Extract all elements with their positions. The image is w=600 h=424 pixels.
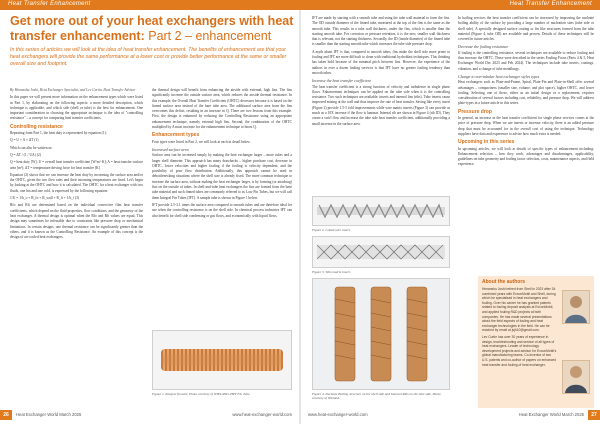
col1-paragraph-3: Which can also be written as: [10,145,53,150]
page-gutter [299,0,301,424]
footer-right [300,410,600,422]
author-bio-1: Himanshu Joshi retired from Shell in 2023 after 34 combined years with ExxonMobil and Shell, during which he specialised in heat exchangers and fouling. Over his career he has granted patents related to fouling deposit analysis at ExxonMobil, and applied fouling R&D projects at both companies. He has made several presentations about the field aspects of fouling and heat exchanger technologies in the field. He can be reached by email at jsjh10@gmail.com. [482,287,556,333]
footer-left-publication: Heat Exchanger World March 2025 [16,412,82,417]
author-photo-2 [562,360,590,394]
section-label-left: Heat Transfer Enhancement [8,1,91,7]
subheading-increased-surface-area: Increased surface area [152,146,189,152]
col2-paragraph-3: Surface area can be increased simply by making the heat exchanger larger – more tubes and a larger shell diameter. This approach has many drawbacks – higher purchase cost, decrease in OHTC, lower velocities and higher fouling if the fouling is velocity dependent, and the possibility of poor flow distribution. Additionally, this approach cannot be used in debottlenecking situations where the shell size is already fixed. The more common technique to increase the surface area, without making the heat exchanger larger, is by forming (or attaching) fins on the outside of tubes. In shell-and-tube heat exchangers the fins are formed from the base tube material and such finned tubes are commonly referred to as Low Fin Tubes, but we will call them Integral Fin Tubes (IFT). A sample tube is shown in Figure 1 below. [152,153,292,200]
subheading-increase-htc: Increase the heat transfer coefficient [312,78,371,84]
subheading-non-tubular: Change to non-tubular heat exchanger styles types [458,73,540,79]
section-band-right [300,0,600,10]
footer-left-url[interactable]: www.heat-exchanger-world.com [232,412,292,417]
col2-paragraph-4: IFT provide 2.5-3.1 times the surface area compared to smooth tubes and are therefore ideal for use when the controlling resistance is on the shell side. In chemical process industries IFT can also benefit for shell side condensing or gas flows, and economically with liquid flows. [152,202,292,218]
footer-left [0,410,300,422]
subheading-decrease-fouling: Decrease the fouling resistance [458,44,509,50]
figure-2-caption: Figure 2. Coiled wire insert. [312,228,351,232]
article-title [10,14,295,44]
col1-paragraph-6: Rfo and Rfi are determined based on the individual convective film heat transfer coefficients, which depend on the fluid properties, flow conditions, and the geometry of the heat exchanger. A thermal design is optimal when the Rfo and Rfi values are equal. This design may sometimes be infeasible due to constraints like pressure drop or mechanical limitations. In certain designs, one thermal resistance can be significantly greater than the others, and it is known as the Controlling Resistance. An example of this concept is the design of air-cooled heat exchangers. [10,203,143,240]
section-band-left [0,0,300,10]
col3-paragraph-1: IFT are made by starting with a smooth tube and using the tube wall material to form the fins. The OD outside diameter of the finned tube, measured at the top of the fins is the same as the smooth tube. This results in a tube wall thickness, under the fins, which is smaller than the starting smooth tube. For corrosion or pressure retention, it is the new, smaller wall thickness that is relevant, not the starting thickness. Secondly, the ID (inside diameter) of the finned tube is smaller than the starting smooth tube which increases the tube side pressure drop. [312,16,450,47]
page-number-right: 27 [588,410,600,420]
col1-paragraph-4: Q = heat duty [W]; U = overall heat transfer coefficient [W/m²·K]; A = heat transfer surface area [m²]; ΔT = temperature driving force for heat transfer [K] [10,160,143,170]
col4-paragraph-5: In upcoming articles, we will look at details of specific types of enhancement including: Enhancement selection – how they work, advantages and disadvantages, applicability, guidelines on tube geometry and fouling factor selection, costs, maintenance aspects, and field experience. [458,146,594,167]
finned-tube-illustration [153,331,291,389]
col4-paragraph-4: In general, an increase in the heat transfer coefficient for single phase services comes at the price of pressure drop. When we use inserts or increase velocity, there is an added pressure drop that must be accounted for in the overall cost of using the technique. Technology suppliers have data and experience to advise how much extra is needed. [458,116,594,136]
article-title-main: Get more out of your heat exchangers with heat transfer enhancement: [10,14,294,43]
footer-right-publication: Heat Exchanger World March 2025 [518,412,584,417]
col1-paragraph-5: Equation (2) shows that we can increase the heat duty by increasing the surface area and/or the OHTC, given the two flow rates and their incoming temperatures are fixed. Let's begin by looking at the OHTC and how it is calculated. The OHTC for a heat exchanger with two fluids, one hot and one cold, is expressed by the following equation: [10,172,143,193]
figure-4-ribbed-tubes-image [312,278,450,390]
figure-1-finned-tube-image [152,330,292,390]
col2-paragraph-1: the thermal design will benefit from enhancing the airside with external, high fins. The fins significantly increase the outside surface area, which reduces the airside thermal resistance. In this example, the Overall Heat Transfer Coefficient (OHTC) decreases because it is based on the finned surface area instead of the bare tube area. The additional surface area from the fins overcomes this deficit, resulting in an increase in Q. There are two lessons from this example. First, the design is enhanced by reducing the Controlling Resistance using an appropriate enhancement technique, namely external high fins. Second, the combination of the OHTC multiplied by A must increase for the enhancement technique to boost Q. [152,88,292,130]
col4-paragraph-3: Heat exchangers such as Plate-and-Frame, Spiral, Plate-Fin and Plate-in-Shell offer several advantages – compactness (smaller size, volume, and plot space), higher OHTC, and lower fouling. Selecting one of these, either as an initial design or a replacement, requires consideration of several factors including cost, reliability, and pressure drop. We will address plate-types in a future article in this series. [458,80,594,106]
heading-controlling-resistance: Controlling resistance [10,123,63,130]
column-4 [458,16,594,272]
col4-paragraph-1: In boiling services the heat transfer coefficient can be increased by improving the nucleate boiling ability of the surface by providing a large number of nucleation sites (tube side or shell side). A specially designed surface coating or fin like structures formed from the tube material (Figure 4, tube OD) are available and proven. Details of these techniques will be covered in future articles. [458,16,594,42]
author-photo-1 [562,290,590,324]
col4-paragraph-2: If fouling is the controlling resistance, several techniques are available to reduce fouling and thus increase the OHTC. These were described in the series Fouling Focus (Parts 4 & 5, Heat Exchanger World Dec 2023 and Feb 2024). The techniques include tube inserts, coatings, vibration, and a change of tube metallurgy. [458,50,594,71]
wire-matrix-illustration [313,237,449,267]
column-1 [10,88,143,406]
section-label-right: Heat Transfer Enhancement [509,1,592,7]
heading-upcoming: Upcoming in this series [458,139,515,146]
coiled-wire-illustration [313,197,449,225]
article-intro: In this series of articles we will look at the idea of heat transfer enhancement. The benefits of enhancement are that your heat exchangers will provide the same performance at a lower cost or provide better performance at the same or smaller overall size and footprint. [10,47,287,68]
about-authors-box [478,276,594,408]
author-photo-2-image [563,361,589,393]
col2-paragraph-2: Four types were listed in Part 2, we will look at each in detail below. [152,139,251,144]
column-3 [312,16,450,194]
byline: By Himanshu Joshi, Heat Exchanger Specialist, and Lev Curtin, Heat Transfer Advisor [10,88,136,92]
col3-paragraph-3: The heat transfer coefficient is a strong function of velocity and turbulence in single phase flows. Enhancement techniques can be applied on the tube side when it is the controlling resistance. Two such techniques are available: inserts and internal fins (ribs). Tube inserts cause improved mixing at the wall and thus improve the rate of heat transfer. Saving like every insert (Figure 2) provide 1.5-5 fold improvements while wire matrix inserts (Figure 3) can provide as much as a 10X increase if the flow is laminar. Internal rib are shown in Figure 4 (rib ID). They create a swirl flow and increase the tube side heat transfer coefficient, additionally providing a small increase in the surface area. [312,84,450,126]
figure-3-caption: Figure 3. Wire matrix insert. [312,270,351,274]
ribbed-tubes-illustration [313,279,449,389]
footer-right-url[interactable]: www.heat-exchanger-world.com [308,412,368,417]
author-photo-1-image [563,291,589,323]
col1-paragraph-1: In this paper we will present more information on the enhancement types which were listed in Part 1, by elaborating on the following aspects: a more detailed description, which technique is applicable, and which side (shell or tube) is the best for enhancement. One important consideration in choosing the appropriate technique is the idea of "controlling resistance" – a concept for comparing heat transfer coefficients. [10,95,143,121]
heading-enhancement-types: Enhancement types [152,132,200,139]
equation-3: 1/U = 1/h_o + R_fo + R_wall + R_fi + 1/h_i (3) [10,196,80,201]
about-authors-heading: About the authors [482,279,526,285]
equation-1: Q = U × A × ΔT (1) [10,138,39,143]
equation-2: Q = ΔT / (1 / UA) (2) [10,152,41,157]
figure-3-wire-matrix-image [312,236,450,268]
article-title-part: Part 2 – enhancement [148,29,272,43]
figure-1-caption: Figure 1. Integral fin tube. Photo courtesy of WIELAND–HPT Fin Tube. [152,392,251,396]
column-2 [152,88,292,326]
col1-paragraph-2: Repeating from Part 1, the heat duty is represented by equation (1): [10,131,107,136]
figure-4-caption: Figure 4. Nucleate Boiling structure on the shell side and Internal Ribs on the tube side. Photo courtesy of Wieland. [312,392,441,401]
figure-2-coiled-wire-image [312,196,450,226]
col3-paragraph-2: A myth about IFT is that, compared to smooth tubes, fins make the shell side more prone to fouling and IFT are more difficult to clean with traditional hydroblast techniques. This thinking has taken hold because of the minimal pitch between fins. However, the experience of the authors in over a dozen fouling services is that IFT have no greater fouling tendency than smooth tubes. [312,49,450,75]
heading-pressure-drop: Pressure drop [458,108,492,115]
page-number-left: 26 [0,410,12,420]
author-bio-2: Lev Curtin has over 30 years of experience in design, troubleshooting and service of all types of heat exchangers. Leader of technology development projects and advisor for ExxonMobil's global manufacturing teams. Co-inventor of two U.S. patents and co-author of papers on enhanced heat transfer and fouling of heat exchanger. [482,334,557,367]
